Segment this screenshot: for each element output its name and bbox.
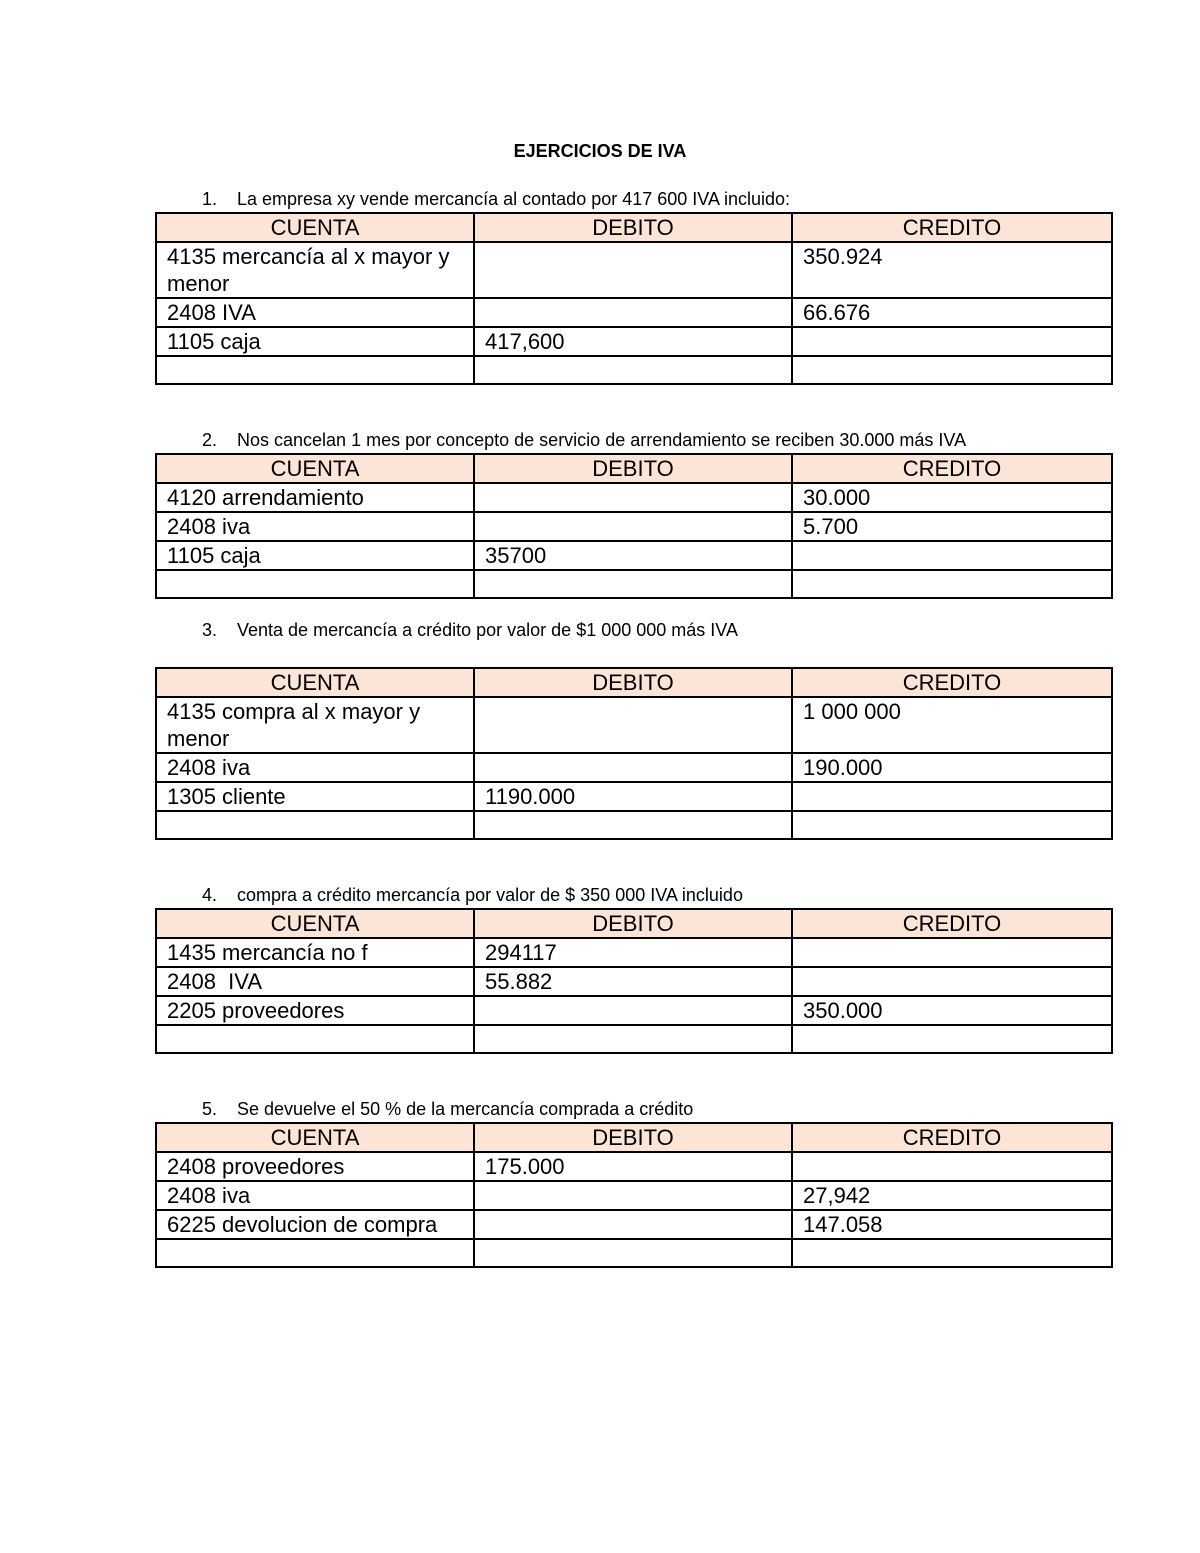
table-row bbox=[156, 1181, 1112, 1210]
ledger-table-1 bbox=[155, 212, 1113, 385]
cell-cuenta: 2408 IVA bbox=[156, 967, 474, 996]
table-row bbox=[156, 938, 1112, 967]
header-credito: CREDITO bbox=[792, 1123, 1112, 1152]
cell-credito bbox=[792, 1239, 1112, 1267]
cell-cuenta: 1435 mercancía no f bbox=[156, 938, 474, 967]
exercise-1-prompt bbox=[202, 189, 790, 210]
header-debito: DEBITO bbox=[474, 454, 792, 483]
exercise-number: 5. bbox=[202, 1099, 218, 1119]
exercise-number: 4. bbox=[202, 885, 218, 905]
cell-cuenta bbox=[156, 356, 474, 384]
cell-cuenta: 1305 cliente bbox=[156, 782, 474, 811]
header-cuenta: CUENTA bbox=[156, 213, 474, 242]
exercise-text: Se devuelve el 50 % de la mercancía comprada a crédito bbox=[237, 1099, 694, 1119]
table-row bbox=[156, 1152, 1112, 1181]
header-credito: CREDITO bbox=[792, 213, 1112, 242]
cell-credito bbox=[792, 1152, 1112, 1181]
header-cuenta: CUENTA bbox=[156, 909, 474, 938]
cell-debito bbox=[474, 1239, 792, 1267]
table-row bbox=[156, 541, 1112, 570]
cell-cuenta: 2408 iva bbox=[156, 753, 474, 782]
table-row bbox=[156, 570, 1112, 598]
cell-credito: 1 000 000 bbox=[792, 697, 1112, 753]
cell-credito: 147.058 bbox=[792, 1210, 1112, 1239]
header-cuenta: CUENTA bbox=[156, 454, 474, 483]
cell-credito bbox=[792, 1025, 1112, 1053]
header-row bbox=[156, 454, 1112, 483]
table-row bbox=[156, 242, 1112, 298]
cell-credito: 190.000 bbox=[792, 753, 1112, 782]
cell-credito bbox=[792, 356, 1112, 384]
cell-credito: 350.000 bbox=[792, 996, 1112, 1025]
header-credito: CREDITO bbox=[792, 668, 1112, 697]
cell-cuenta: 1105 caja bbox=[156, 541, 474, 570]
cell-debito: 1190.000 bbox=[474, 782, 792, 811]
table-row bbox=[156, 1025, 1112, 1053]
cell-cuenta: 2408 IVA bbox=[156, 298, 474, 327]
table-row bbox=[156, 753, 1112, 782]
cell-cuenta: 4135 compra al x mayor y menor bbox=[156, 697, 474, 753]
cell-debito: 175.000 bbox=[474, 1152, 792, 1181]
cell-cuenta: 2408 iva bbox=[156, 512, 474, 541]
cell-cuenta bbox=[156, 570, 474, 598]
cell-debito bbox=[474, 1181, 792, 1210]
exercise-4-prompt bbox=[202, 885, 743, 906]
table-row bbox=[156, 298, 1112, 327]
header-debito: DEBITO bbox=[474, 668, 792, 697]
header-debito: DEBITO bbox=[474, 1123, 792, 1152]
cell-credito bbox=[792, 938, 1112, 967]
cell-cuenta bbox=[156, 1025, 474, 1053]
header-row bbox=[156, 909, 1112, 938]
cell-credito: 30.000 bbox=[792, 483, 1112, 512]
cell-credito: 5.700 bbox=[792, 512, 1112, 541]
cell-debito: 35700 bbox=[474, 541, 792, 570]
page-title: EJERCICIOS DE IVA bbox=[513, 141, 687, 161]
cell-cuenta: 1105 caja bbox=[156, 327, 474, 356]
cell-debito bbox=[474, 753, 792, 782]
table-row bbox=[156, 1210, 1112, 1239]
ledger-table-5 bbox=[155, 1122, 1113, 1268]
cell-credito bbox=[792, 327, 1112, 356]
cell-debito bbox=[474, 996, 792, 1025]
header-credito: CREDITO bbox=[792, 454, 1112, 483]
table-row bbox=[156, 967, 1112, 996]
header-cuenta: CUENTA bbox=[156, 1123, 474, 1152]
cell-cuenta: 6225 devolucion de compra bbox=[156, 1210, 474, 1239]
cell-debito bbox=[474, 483, 792, 512]
cell-credito bbox=[792, 570, 1112, 598]
header-debito: DEBITO bbox=[474, 213, 792, 242]
header-credito: CREDITO bbox=[792, 909, 1112, 938]
table-row bbox=[156, 512, 1112, 541]
cell-cuenta bbox=[156, 811, 474, 839]
cell-debito bbox=[474, 697, 792, 753]
exercise-3-prompt bbox=[202, 620, 738, 641]
cell-credito bbox=[792, 541, 1112, 570]
cell-credito: 66.676 bbox=[792, 298, 1112, 327]
ledger-table-2 bbox=[155, 453, 1113, 599]
exercise-5-prompt bbox=[202, 1099, 693, 1120]
ledger-table-3 bbox=[155, 667, 1113, 840]
cell-cuenta: 4135 mercancía al x mayor y menor bbox=[156, 242, 474, 298]
cell-cuenta: 2408 proveedores bbox=[156, 1152, 474, 1181]
exercise-number: 2. bbox=[202, 430, 218, 450]
table-row bbox=[156, 996, 1112, 1025]
cell-debito bbox=[474, 298, 792, 327]
table-row bbox=[156, 483, 1112, 512]
cell-cuenta: 2205 proveedores bbox=[156, 996, 474, 1025]
cell-cuenta bbox=[156, 1239, 474, 1267]
cell-credito bbox=[792, 782, 1112, 811]
cell-debito bbox=[474, 512, 792, 541]
cell-debito bbox=[474, 242, 792, 298]
table-row bbox=[156, 327, 1112, 356]
table-row bbox=[156, 782, 1112, 811]
cell-debito bbox=[474, 1210, 792, 1239]
ledger-table-4 bbox=[155, 908, 1113, 1054]
header-row bbox=[156, 1123, 1112, 1152]
cell-credito bbox=[792, 811, 1112, 839]
cell-debito bbox=[474, 356, 792, 384]
cell-debito: 294117 bbox=[474, 938, 792, 967]
cell-debito bbox=[474, 811, 792, 839]
cell-credito: 350.924 bbox=[792, 242, 1112, 298]
exercise-text: Nos cancelan 1 mes por concepto de servicio de arrendamiento se reciben 30.000 más IVA bbox=[237, 430, 967, 450]
table-row bbox=[156, 811, 1112, 839]
exercise-text: La empresa xy vende mercancía al contado por 417 600 IVA incluido: bbox=[237, 189, 791, 209]
header-cuenta: CUENTA bbox=[156, 668, 474, 697]
header-row bbox=[156, 668, 1112, 697]
header-row bbox=[156, 213, 1112, 242]
table-row bbox=[156, 1239, 1112, 1267]
exercise-number: 3. bbox=[202, 620, 218, 640]
cell-cuenta: 2408 iva bbox=[156, 1181, 474, 1210]
cell-cuenta: 4120 arrendamiento bbox=[156, 483, 474, 512]
exercise-number: 1. bbox=[202, 189, 218, 209]
cell-debito: 55.882 bbox=[474, 967, 792, 996]
cell-debito bbox=[474, 1025, 792, 1053]
cell-debito: 417,600 bbox=[474, 327, 792, 356]
exercise-2-prompt bbox=[202, 430, 966, 451]
header-debito: DEBITO bbox=[474, 909, 792, 938]
table-row bbox=[156, 697, 1112, 753]
cell-credito: 27,942 bbox=[792, 1181, 1112, 1210]
cell-debito bbox=[474, 570, 792, 598]
exercise-text: compra a crédito mercancía por valor de $ 350 000 IVA incluido bbox=[237, 885, 743, 905]
table-row bbox=[156, 356, 1112, 384]
exercise-text: Venta de mercancía a crédito por valor de $1 000 000 más IVA bbox=[237, 620, 738, 640]
cell-credito bbox=[792, 967, 1112, 996]
